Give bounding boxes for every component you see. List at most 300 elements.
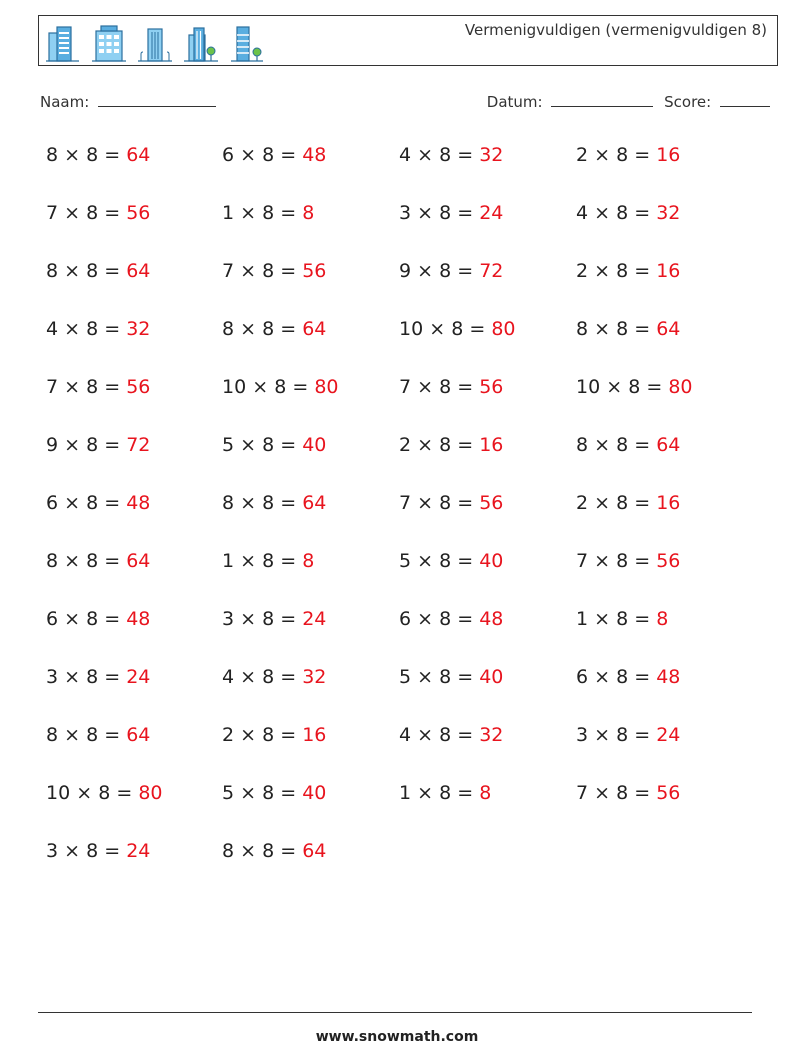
- factor-b: 8: [262, 144, 275, 166]
- factor-a: 2: [576, 492, 589, 514]
- problem-item: [576, 724, 680, 746]
- worksheet-header: [38, 15, 778, 66]
- factor-a: 4: [399, 144, 412, 166]
- problem-item: [46, 434, 150, 456]
- answer: 64: [126, 724, 151, 746]
- problem-item: [46, 550, 150, 572]
- factor-b: 8: [86, 318, 99, 340]
- factor-b: 8: [439, 202, 452, 224]
- equals-sign: =: [634, 144, 651, 166]
- answer: 56: [126, 202, 151, 224]
- factor-a: 7: [46, 376, 59, 398]
- factor-a: 2: [576, 260, 589, 282]
- answer: 40: [479, 666, 504, 688]
- problem-item: [222, 260, 326, 282]
- factor-b: 8: [616, 550, 629, 572]
- problem-item: [222, 840, 326, 862]
- times-sign: ×: [240, 492, 257, 514]
- times-sign: ×: [240, 666, 257, 688]
- answer: 56: [656, 782, 681, 804]
- answer: 56: [126, 376, 151, 398]
- equals-sign: =: [104, 840, 121, 862]
- problem-item: [222, 492, 326, 514]
- factor-a: 7: [576, 550, 589, 572]
- times-sign: ×: [64, 492, 81, 514]
- problem-item: [222, 376, 339, 398]
- problem-item: [576, 550, 680, 572]
- date-score-row: [487, 92, 770, 111]
- factor-b: 8: [98, 782, 111, 804]
- equals-sign: =: [104, 318, 121, 340]
- times-sign: ×: [64, 260, 81, 282]
- answer: 16: [656, 492, 681, 514]
- equals-sign: =: [634, 434, 651, 456]
- problem-item: [46, 782, 163, 804]
- footer-url: www.snowmath.com: [315, 1029, 479, 1045]
- city-building-tree-icon: [183, 23, 219, 63]
- answer: 8: [656, 608, 669, 630]
- answer: 64: [126, 260, 151, 282]
- answer: 24: [126, 840, 151, 862]
- answer: 56: [656, 550, 681, 572]
- date-field[interactable]: [551, 92, 653, 107]
- date-label: Datum:: [486, 93, 543, 111]
- times-sign: ×: [594, 666, 611, 688]
- equals-sign: =: [457, 376, 474, 398]
- problem-item: [399, 666, 503, 688]
- problem-item: [399, 782, 491, 804]
- equals-sign: =: [104, 550, 121, 572]
- factor-b: 8: [262, 434, 275, 456]
- problem-item: [46, 840, 150, 862]
- equals-sign: =: [104, 202, 121, 224]
- times-sign: ×: [594, 260, 611, 282]
- times-sign: ×: [594, 724, 611, 746]
- answer: 32: [126, 318, 151, 340]
- problem-item: [46, 608, 150, 630]
- problem-item: [576, 260, 680, 282]
- answer: 24: [126, 666, 151, 688]
- factor-b: 8: [616, 144, 629, 166]
- answer: 8: [302, 550, 315, 572]
- problem-item: [399, 434, 503, 456]
- factor-b: 8: [86, 550, 99, 572]
- factor-b: 8: [262, 550, 275, 572]
- equals-sign: =: [280, 434, 297, 456]
- factor-a: 8: [576, 318, 589, 340]
- factor-a: 1: [222, 550, 235, 572]
- factor-a: 8: [46, 260, 59, 282]
- problem-item: [46, 666, 150, 688]
- answer: 80: [668, 376, 693, 398]
- problem-item: [222, 144, 326, 166]
- equals-sign: =: [116, 782, 133, 804]
- name-row: [40, 92, 216, 111]
- answer: 64: [126, 550, 151, 572]
- answer: 64: [656, 434, 681, 456]
- factor-a: 3: [46, 666, 59, 688]
- factor-b: 8: [86, 666, 99, 688]
- equals-sign: =: [280, 202, 297, 224]
- problem-item: [399, 144, 503, 166]
- equals-sign: =: [280, 782, 297, 804]
- problem-item: [576, 376, 693, 398]
- equals-sign: =: [280, 840, 297, 862]
- equals-sign: =: [280, 550, 297, 572]
- times-sign: ×: [240, 144, 257, 166]
- problem-item: [576, 608, 668, 630]
- name-label: Naam:: [40, 93, 90, 111]
- factor-a: 6: [576, 666, 589, 688]
- answer: 24: [302, 608, 327, 630]
- page-title: Vermenigvuldigen (vermenigvuldigen 8): [464, 21, 767, 39]
- factor-b: 8: [86, 144, 99, 166]
- answer: 32: [302, 666, 327, 688]
- problem-item: [399, 318, 516, 340]
- factor-a: 8: [46, 724, 59, 746]
- factor-a: 6: [222, 144, 235, 166]
- problem-item: [222, 318, 326, 340]
- answer: 24: [479, 202, 504, 224]
- factor-a: 10: [399, 318, 424, 340]
- times-sign: ×: [240, 260, 257, 282]
- times-sign: ×: [240, 434, 257, 456]
- equals-sign: =: [280, 260, 297, 282]
- times-sign: ×: [594, 318, 611, 340]
- times-sign: ×: [240, 608, 257, 630]
- times-sign: ×: [240, 550, 257, 572]
- problem-item: [46, 492, 150, 514]
- times-sign: ×: [64, 318, 81, 340]
- equals-sign: =: [457, 782, 474, 804]
- equals-sign: =: [646, 376, 663, 398]
- times-sign: ×: [417, 724, 434, 746]
- answer: 8: [302, 202, 315, 224]
- factor-b: 8: [439, 666, 452, 688]
- equals-sign: =: [457, 434, 474, 456]
- factor-b: 8: [616, 782, 629, 804]
- answer: 80: [314, 376, 339, 398]
- equals-sign: =: [104, 608, 121, 630]
- factor-b: 8: [616, 318, 629, 340]
- factor-b: 8: [86, 608, 99, 630]
- score-field[interactable]: [720, 92, 770, 107]
- equals-sign: =: [457, 550, 474, 572]
- answer: 64: [302, 492, 327, 514]
- equals-sign: =: [457, 202, 474, 224]
- factor-a: 3: [222, 608, 235, 630]
- equals-sign: =: [104, 724, 121, 746]
- answer: 16: [302, 724, 327, 746]
- factor-a: 6: [399, 608, 412, 630]
- factor-b: 8: [439, 144, 452, 166]
- factor-b: 8: [439, 434, 452, 456]
- problem-item: [399, 376, 503, 398]
- problem-item: [576, 434, 680, 456]
- factor-a: 4: [399, 724, 412, 746]
- factor-a: 7: [399, 492, 412, 514]
- problem-item: [576, 666, 680, 688]
- factor-a: 8: [222, 318, 235, 340]
- equals-sign: =: [292, 376, 309, 398]
- times-sign: ×: [417, 434, 434, 456]
- answer: 40: [479, 550, 504, 572]
- times-sign: ×: [240, 840, 257, 862]
- problem-item: [46, 318, 150, 340]
- times-sign: ×: [417, 782, 434, 804]
- times-sign: ×: [252, 376, 269, 398]
- equals-sign: =: [634, 318, 651, 340]
- problem-item: [46, 724, 150, 746]
- factor-a: 6: [46, 608, 59, 630]
- times-sign: ×: [64, 376, 81, 398]
- times-sign: ×: [594, 144, 611, 166]
- answer: 80: [138, 782, 163, 804]
- factor-a: 4: [222, 666, 235, 688]
- times-sign: ×: [429, 318, 446, 340]
- equals-sign: =: [104, 666, 121, 688]
- times-sign: ×: [417, 376, 434, 398]
- answer: 16: [656, 260, 681, 282]
- factor-a: 5: [399, 666, 412, 688]
- problem-item: [222, 434, 326, 456]
- equals-sign: =: [457, 260, 474, 282]
- footer-divider: [38, 1012, 752, 1013]
- times-sign: ×: [417, 666, 434, 688]
- factor-b: 8: [451, 318, 464, 340]
- factor-b: 8: [86, 260, 99, 282]
- equals-sign: =: [634, 666, 651, 688]
- factor-b: 8: [439, 724, 452, 746]
- factor-a: 5: [399, 550, 412, 572]
- factor-b: 8: [262, 492, 275, 514]
- answer: 48: [302, 144, 327, 166]
- apartment-building-icon: [91, 23, 127, 63]
- times-sign: ×: [240, 202, 257, 224]
- factor-b: 8: [616, 492, 629, 514]
- times-sign: ×: [417, 550, 434, 572]
- equals-sign: =: [457, 492, 474, 514]
- factor-a: 1: [576, 608, 589, 630]
- equals-sign: =: [469, 318, 486, 340]
- factor-b: 8: [439, 608, 452, 630]
- factor-b: 8: [439, 492, 452, 514]
- factor-b: 8: [262, 840, 275, 862]
- times-sign: ×: [417, 202, 434, 224]
- answer: 32: [656, 202, 681, 224]
- answer: 72: [126, 434, 151, 456]
- answer: 56: [479, 376, 504, 398]
- problem-item: [576, 144, 680, 166]
- factor-a: 2: [399, 434, 412, 456]
- factor-a: 8: [222, 840, 235, 862]
- problem-item: [46, 260, 150, 282]
- factor-a: 8: [576, 434, 589, 456]
- factor-b: 8: [86, 202, 99, 224]
- factor-b: 8: [616, 666, 629, 688]
- times-sign: ×: [594, 550, 611, 572]
- times-sign: ×: [594, 202, 611, 224]
- factor-b: 8: [86, 434, 99, 456]
- factor-b: 8: [86, 840, 99, 862]
- equals-sign: =: [457, 724, 474, 746]
- skyscraper-icon: [137, 23, 173, 63]
- problem-item: [222, 202, 314, 224]
- times-sign: ×: [417, 492, 434, 514]
- problem-item: [399, 724, 503, 746]
- problem-item: [222, 666, 326, 688]
- equals-sign: =: [280, 492, 297, 514]
- factor-a: 10: [576, 376, 601, 398]
- factor-a: 9: [46, 434, 59, 456]
- factor-a: 5: [222, 434, 235, 456]
- factor-a: 9: [399, 260, 412, 282]
- times-sign: ×: [240, 782, 257, 804]
- factor-b: 8: [262, 260, 275, 282]
- answer: 48: [126, 608, 151, 630]
- factor-a: 6: [46, 492, 59, 514]
- factor-a: 2: [576, 144, 589, 166]
- factor-b: 8: [439, 376, 452, 398]
- times-sign: ×: [64, 434, 81, 456]
- factor-b: 8: [439, 550, 452, 572]
- answer: 48: [126, 492, 151, 514]
- times-sign: ×: [64, 202, 81, 224]
- times-sign: ×: [64, 840, 81, 862]
- equals-sign: =: [457, 666, 474, 688]
- equals-sign: =: [457, 144, 474, 166]
- equals-sign: =: [104, 434, 121, 456]
- problem-item: [222, 608, 326, 630]
- times-sign: ×: [64, 550, 81, 572]
- tower-tree-icon: [229, 23, 265, 63]
- problem-item: [576, 782, 680, 804]
- problem-item: [46, 202, 150, 224]
- factor-a: 4: [576, 202, 589, 224]
- office-building-icon: [45, 23, 81, 63]
- answer: 56: [302, 260, 327, 282]
- factor-b: 8: [616, 608, 629, 630]
- problem-item: [399, 202, 503, 224]
- factor-b: 8: [439, 782, 452, 804]
- equals-sign: =: [104, 260, 121, 282]
- factor-a: 7: [222, 260, 235, 282]
- answer: 32: [479, 724, 504, 746]
- equals-sign: =: [280, 318, 297, 340]
- factor-a: 7: [46, 202, 59, 224]
- answer: 48: [656, 666, 681, 688]
- problem-item: [46, 144, 150, 166]
- equals-sign: =: [280, 144, 297, 166]
- equals-sign: =: [280, 608, 297, 630]
- times-sign: ×: [64, 144, 81, 166]
- times-sign: ×: [240, 724, 257, 746]
- problem-item: [576, 492, 680, 514]
- problem-item: [222, 782, 326, 804]
- factor-a: 4: [46, 318, 59, 340]
- equals-sign: =: [104, 144, 121, 166]
- problem-item: [399, 492, 503, 514]
- factor-a: 8: [46, 144, 59, 166]
- factor-b: 8: [86, 492, 99, 514]
- equals-sign: =: [634, 260, 651, 282]
- factor-b: 8: [616, 260, 629, 282]
- problem-item: [222, 550, 314, 572]
- answer: 48: [479, 608, 504, 630]
- answer: 32: [479, 144, 504, 166]
- answer: 16: [656, 144, 681, 166]
- score-label: Score:: [664, 93, 712, 111]
- times-sign: ×: [64, 666, 81, 688]
- factor-a: 7: [576, 782, 589, 804]
- factor-a: 1: [399, 782, 412, 804]
- times-sign: ×: [606, 376, 623, 398]
- answer: 72: [479, 260, 504, 282]
- factor-a: 7: [399, 376, 412, 398]
- factor-b: 8: [274, 376, 287, 398]
- equals-sign: =: [634, 202, 651, 224]
- factor-b: 8: [616, 724, 629, 746]
- problem-item: [399, 260, 503, 282]
- answer: 8: [479, 782, 492, 804]
- factor-b: 8: [262, 666, 275, 688]
- factor-a: 5: [222, 782, 235, 804]
- times-sign: ×: [594, 492, 611, 514]
- factor-a: 3: [399, 202, 412, 224]
- times-sign: ×: [594, 434, 611, 456]
- times-sign: ×: [76, 782, 93, 804]
- problem-item: [399, 550, 503, 572]
- factor-b: 8: [262, 724, 275, 746]
- factor-a: 3: [46, 840, 59, 862]
- factor-b: 8: [616, 202, 629, 224]
- factor-a: 10: [222, 376, 247, 398]
- times-sign: ×: [594, 782, 611, 804]
- answer: 64: [302, 840, 327, 862]
- equals-sign: =: [634, 608, 651, 630]
- answer: 64: [656, 318, 681, 340]
- problem-item: [46, 376, 150, 398]
- factor-b: 8: [439, 260, 452, 282]
- factor-b: 8: [262, 608, 275, 630]
- factor-a: 8: [46, 550, 59, 572]
- answer: 40: [302, 434, 327, 456]
- factor-a: 1: [222, 202, 235, 224]
- answer: 24: [656, 724, 681, 746]
- problem-item: [399, 608, 503, 630]
- problem-item: [576, 318, 680, 340]
- factor-a: 2: [222, 724, 235, 746]
- equals-sign: =: [634, 550, 651, 572]
- factor-a: 8: [222, 492, 235, 514]
- equals-sign: =: [457, 608, 474, 630]
- equals-sign: =: [280, 666, 297, 688]
- times-sign: ×: [64, 608, 81, 630]
- equals-sign: =: [634, 782, 651, 804]
- equals-sign: =: [280, 724, 297, 746]
- factor-b: 8: [628, 376, 641, 398]
- answer: 64: [126, 144, 151, 166]
- answer: 40: [302, 782, 327, 804]
- name-field[interactable]: [98, 92, 216, 107]
- factor-b: 8: [86, 376, 99, 398]
- times-sign: ×: [417, 144, 434, 166]
- factor-b: 8: [86, 724, 99, 746]
- factor-b: 8: [262, 782, 275, 804]
- times-sign: ×: [417, 608, 434, 630]
- equals-sign: =: [634, 724, 651, 746]
- factor-b: 8: [262, 202, 275, 224]
